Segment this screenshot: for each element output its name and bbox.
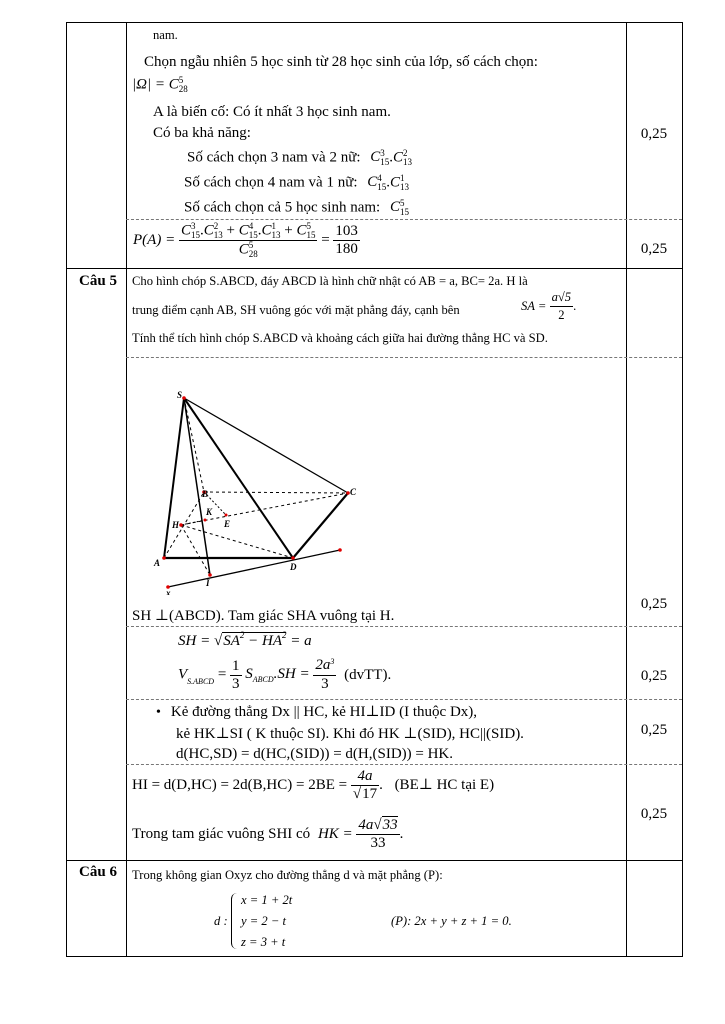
cases-text: Có ba khả năng: xyxy=(153,125,251,141)
table-border-top xyxy=(66,22,683,23)
score-cell: 0,25 xyxy=(640,241,668,257)
bullet-line2: kẻ HK⊥SI ( K thuộc SI). Khi đó HK ⊥(SID), HC||(SID). xyxy=(176,726,524,742)
label-K: K xyxy=(206,507,213,517)
score-cell: 0,25 xyxy=(640,126,668,142)
label-x: x xyxy=(166,588,171,595)
problem-line3: Tính thể tích hình chóp S.ABCD và khoảng cách giữa hai đường thẳng HC và SD. xyxy=(132,331,548,345)
pyramid-figure xyxy=(140,380,370,595)
row-divider-cau5 xyxy=(66,268,683,269)
text-nam: nam. xyxy=(153,28,178,42)
label-B: B xyxy=(202,489,209,499)
score-cell: 0,25 xyxy=(640,596,668,612)
bullet-line3: d(HC,SD) = d(HC,(SID)) = d(H,(SID)) = HK. xyxy=(176,746,454,762)
score-cell: 0,25 xyxy=(640,668,668,684)
choose-text: Chọn ngẫu nhiên 5 học sinh từ 28 học sinh của lớp, số cách chọn: xyxy=(144,54,538,70)
probability-formula: P(A) = C3 15.C2 13 + C4 15.C1 13 + C5 15 C5 28 = $\frac{103}{180}$ xyxy=(133,221,358,259)
question-label-5: Câu 5 xyxy=(79,273,117,289)
case3-text: Số cách chọn cả 5 học sinh nam: C5 15 xyxy=(184,198,409,217)
eq-y: y = 2 − t xyxy=(241,914,286,928)
row-divider xyxy=(126,357,682,358)
label-S: S xyxy=(177,390,183,400)
omega-formula: |Ω| = C5 28 xyxy=(132,75,188,94)
label-E: E xyxy=(224,519,231,529)
line-d-label: d : xyxy=(214,914,228,928)
bullet-line1: • Kẻ đường thẳng Dx || HC, kẻ HI⊥ID (I thuộc Dx), xyxy=(156,704,478,720)
hk-formula: Trong tam giác vuông SHI có HK = $\frac{4a√33}{33}$ . xyxy=(132,817,404,851)
case2-text: Số cách chọn 4 nam và 1 nữ: C4 15.C1 13 xyxy=(184,173,410,192)
sa-formula: SA = $\frac{a√5}{2}$ . xyxy=(521,290,577,322)
row-divider xyxy=(126,699,682,700)
table-border-left xyxy=(66,22,67,956)
system-brace xyxy=(231,893,238,949)
label-I: I xyxy=(206,578,210,588)
score-cell: 0,25 xyxy=(640,722,668,738)
label-C: C xyxy=(350,487,357,497)
sh-text: SH ⊥(ABCD). Tam giác SHA vuông tại H. xyxy=(132,608,395,624)
row-divider xyxy=(126,626,682,627)
problem-line2: trung điểm cạnh AB, SH vuông góc với mặt phẳng đáy, cạnh bên xyxy=(132,303,460,317)
label-A: A xyxy=(154,558,161,568)
row-divider xyxy=(126,764,682,765)
row-divider xyxy=(126,219,682,220)
hi-formula: HI = d(D,HC) = 2d(B,HC) = 2BE = $\frac{4a}{√17}$ . (BE⊥ HC tại E) xyxy=(132,768,495,802)
cau6-problem-line1: Trong không gian Oxyz cho đường thẳng d và mặt phẳng (P): xyxy=(132,868,443,882)
question-label-6: Câu 6 xyxy=(79,864,117,880)
volume-formula: $V_{S.ABCD}$ = $\frac{1}{3}$ $S_{ABCD}.SH$ = $\frac{2a^3}{3}$ (dvTT). xyxy=(178,657,392,692)
event-text: A là biến cố: Có ít nhất 3 học sinh nam. xyxy=(153,104,391,120)
row-divider-cau6 xyxy=(66,860,683,861)
problem-line1: Cho hình chóp S.ABCD, đáy ABCD là hình chữ nhật có AB = a, BC= 2a. H là xyxy=(132,274,528,288)
sh-formula: SH = $√SA^2 - HA^2 = a$ xyxy=(178,630,312,649)
eq-x: x = 1 + 2t xyxy=(241,893,293,907)
case1-text: Số cách chọn 3 nam và 2 nữ: C3 15.C2 13 xyxy=(187,148,413,167)
eq-z: z = 3 + t xyxy=(241,935,286,949)
plane-equation: (P): 2x + y + z + 1 = 0. xyxy=(391,914,512,928)
table-border-right xyxy=(682,22,683,956)
table-border-col1 xyxy=(126,22,127,956)
table-border-bottom xyxy=(66,956,683,957)
label-H: H xyxy=(172,520,180,530)
label-D: D xyxy=(290,562,297,572)
score-cell: 0,25 xyxy=(640,806,668,822)
